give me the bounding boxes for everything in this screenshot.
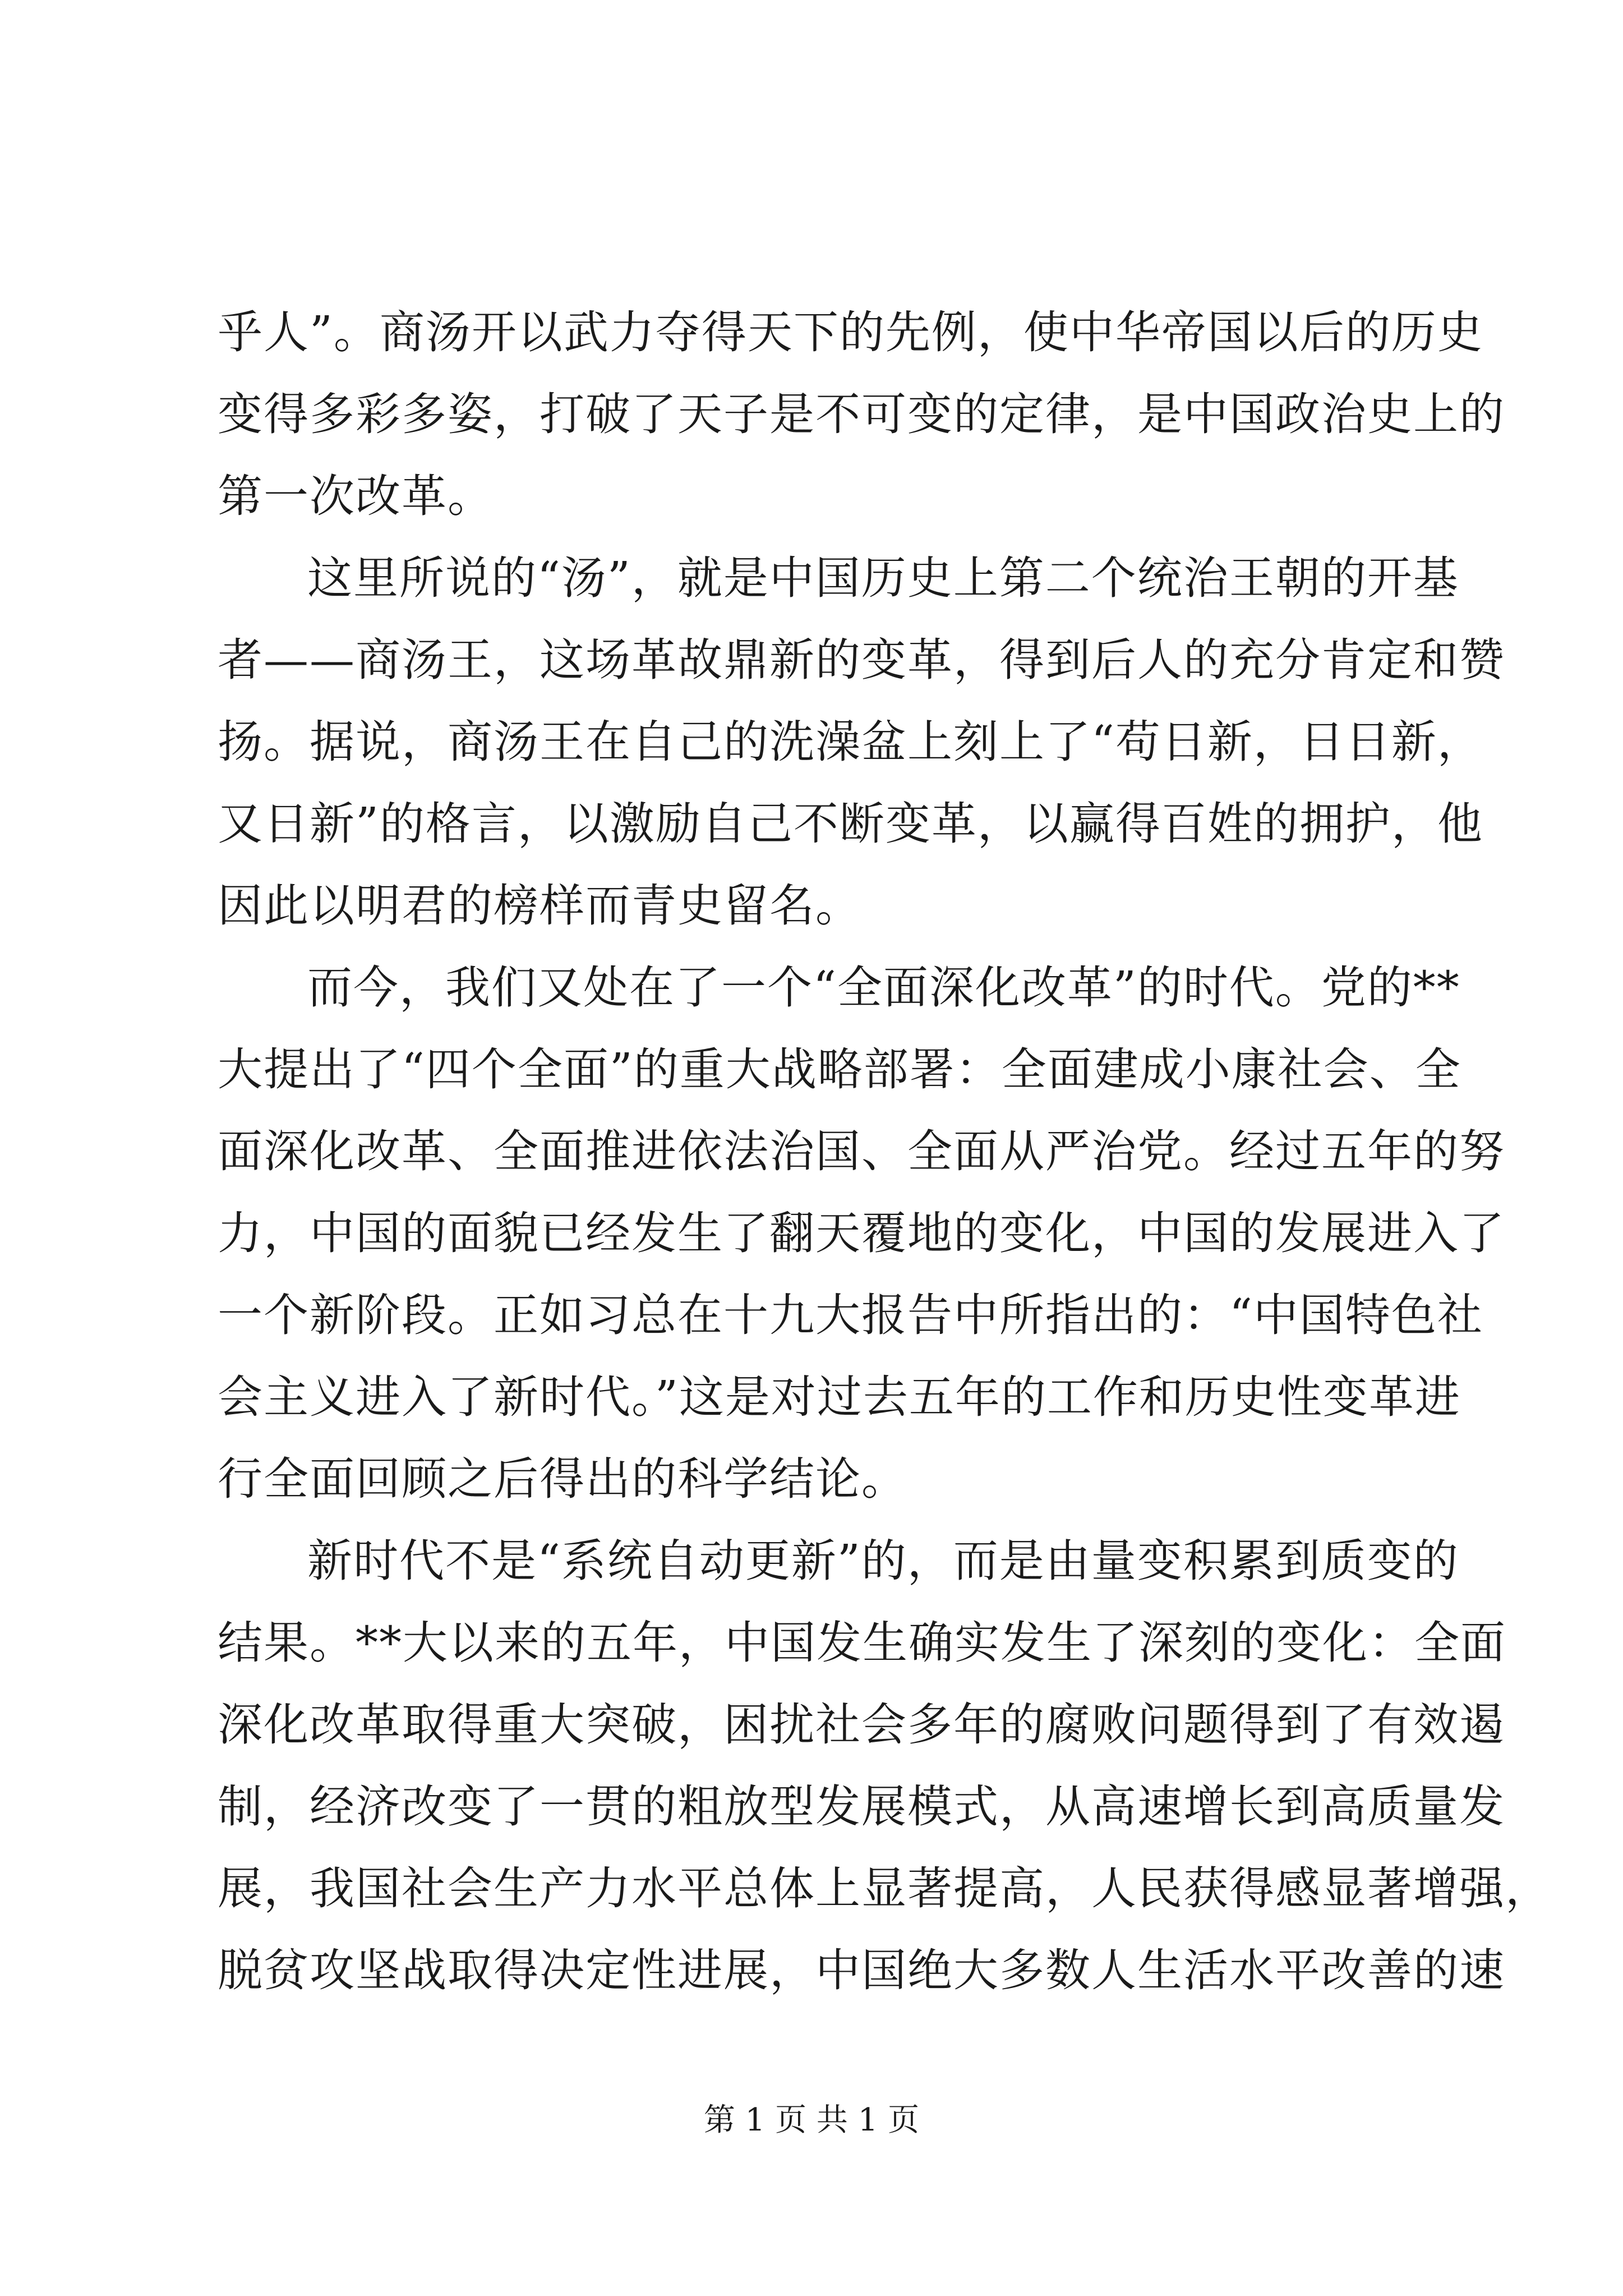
text-line: 者——商汤王，这场革故鼎新的变革，得到后人的充分肯定和赞 <box>218 634 1505 686</box>
text-line: 第一次改革。 <box>218 470 494 522</box>
text-line: 制，经济改变了一贯的粗放型发展模式，从高速增长到高质量发 <box>218 1780 1505 1833</box>
paragraph <box>218 292 1505 537</box>
text-line: 扬。据说，商汤王在自己的洗澡盆上刻上了“苟日新，日日新， <box>218 716 1483 768</box>
text-line: 大提出了“四个全面”的重大战略部署：全面建成小康社会、全 <box>218 1043 1461 1096</box>
text-line: 变得多彩多姿，打破了天子是不可变的定律，是中国政治史上的 <box>218 388 1505 440</box>
text-line: 一个新阶段。正如习总在十九大报告中所指出的：“中国特色社 <box>218 1289 1483 1341</box>
text-line: 脱贫攻坚战取得决定性进展，中国绝大多数人生活水平改善的速 <box>218 1944 1505 1996</box>
text-line: 又日新”的格言，以激励自己不断变革，以赢得百姓的拥护，他 <box>218 798 1483 850</box>
text-line: 结果。**大以来的五年，中国发生确实发生了深刻的变化：全面 <box>218 1617 1506 1669</box>
text-line: 乎人”。商汤开以武力夺得天下的先例，使中华帝国以后的历史 <box>218 306 1483 358</box>
paragraph <box>218 1520 1551 2012</box>
text-line: 新时代不是“系统自动更新”的，而是由量变积累到质变的 <box>307 1535 1459 1587</box>
text-line: 会主义进入了新时代。”这是对过去五年的工作和历史性变革进 <box>218 1371 1461 1423</box>
paragraph <box>218 947 1505 1520</box>
text-line: 因此以明君的榜样而青史留名。 <box>218 880 861 932</box>
paragraph <box>218 537 1505 947</box>
text-line: 而今，我们又处在了一个“全面深化改革”的时代。党的** <box>307 961 1460 1014</box>
page-footer: 第 1 页 共 1 页 <box>703 2102 920 2138</box>
text-line: 展，我国社会生产力水平总体上显著提高，人民获得感显著增强， <box>218 1862 1551 1915</box>
text-line: 行全面回顾之后得出的科学结论。 <box>218 1453 907 1505</box>
document-body <box>218 292 1551 2012</box>
text-line: 深化改革取得重大突破，困扰社会多年的腐败问题得到了有效遏 <box>218 1699 1505 1751</box>
text-line: 面深化改革、全面推进依法治国、全面从严治党。经过五年的努 <box>218 1125 1505 1177</box>
text-line: 这里所说的“汤”，就是中国历史上第二个统治王朝的开基 <box>307 552 1459 604</box>
text-line: 力，中国的面貌已经发生了翻天覆地的变化，中国的发展进入了 <box>218 1207 1505 1259</box>
